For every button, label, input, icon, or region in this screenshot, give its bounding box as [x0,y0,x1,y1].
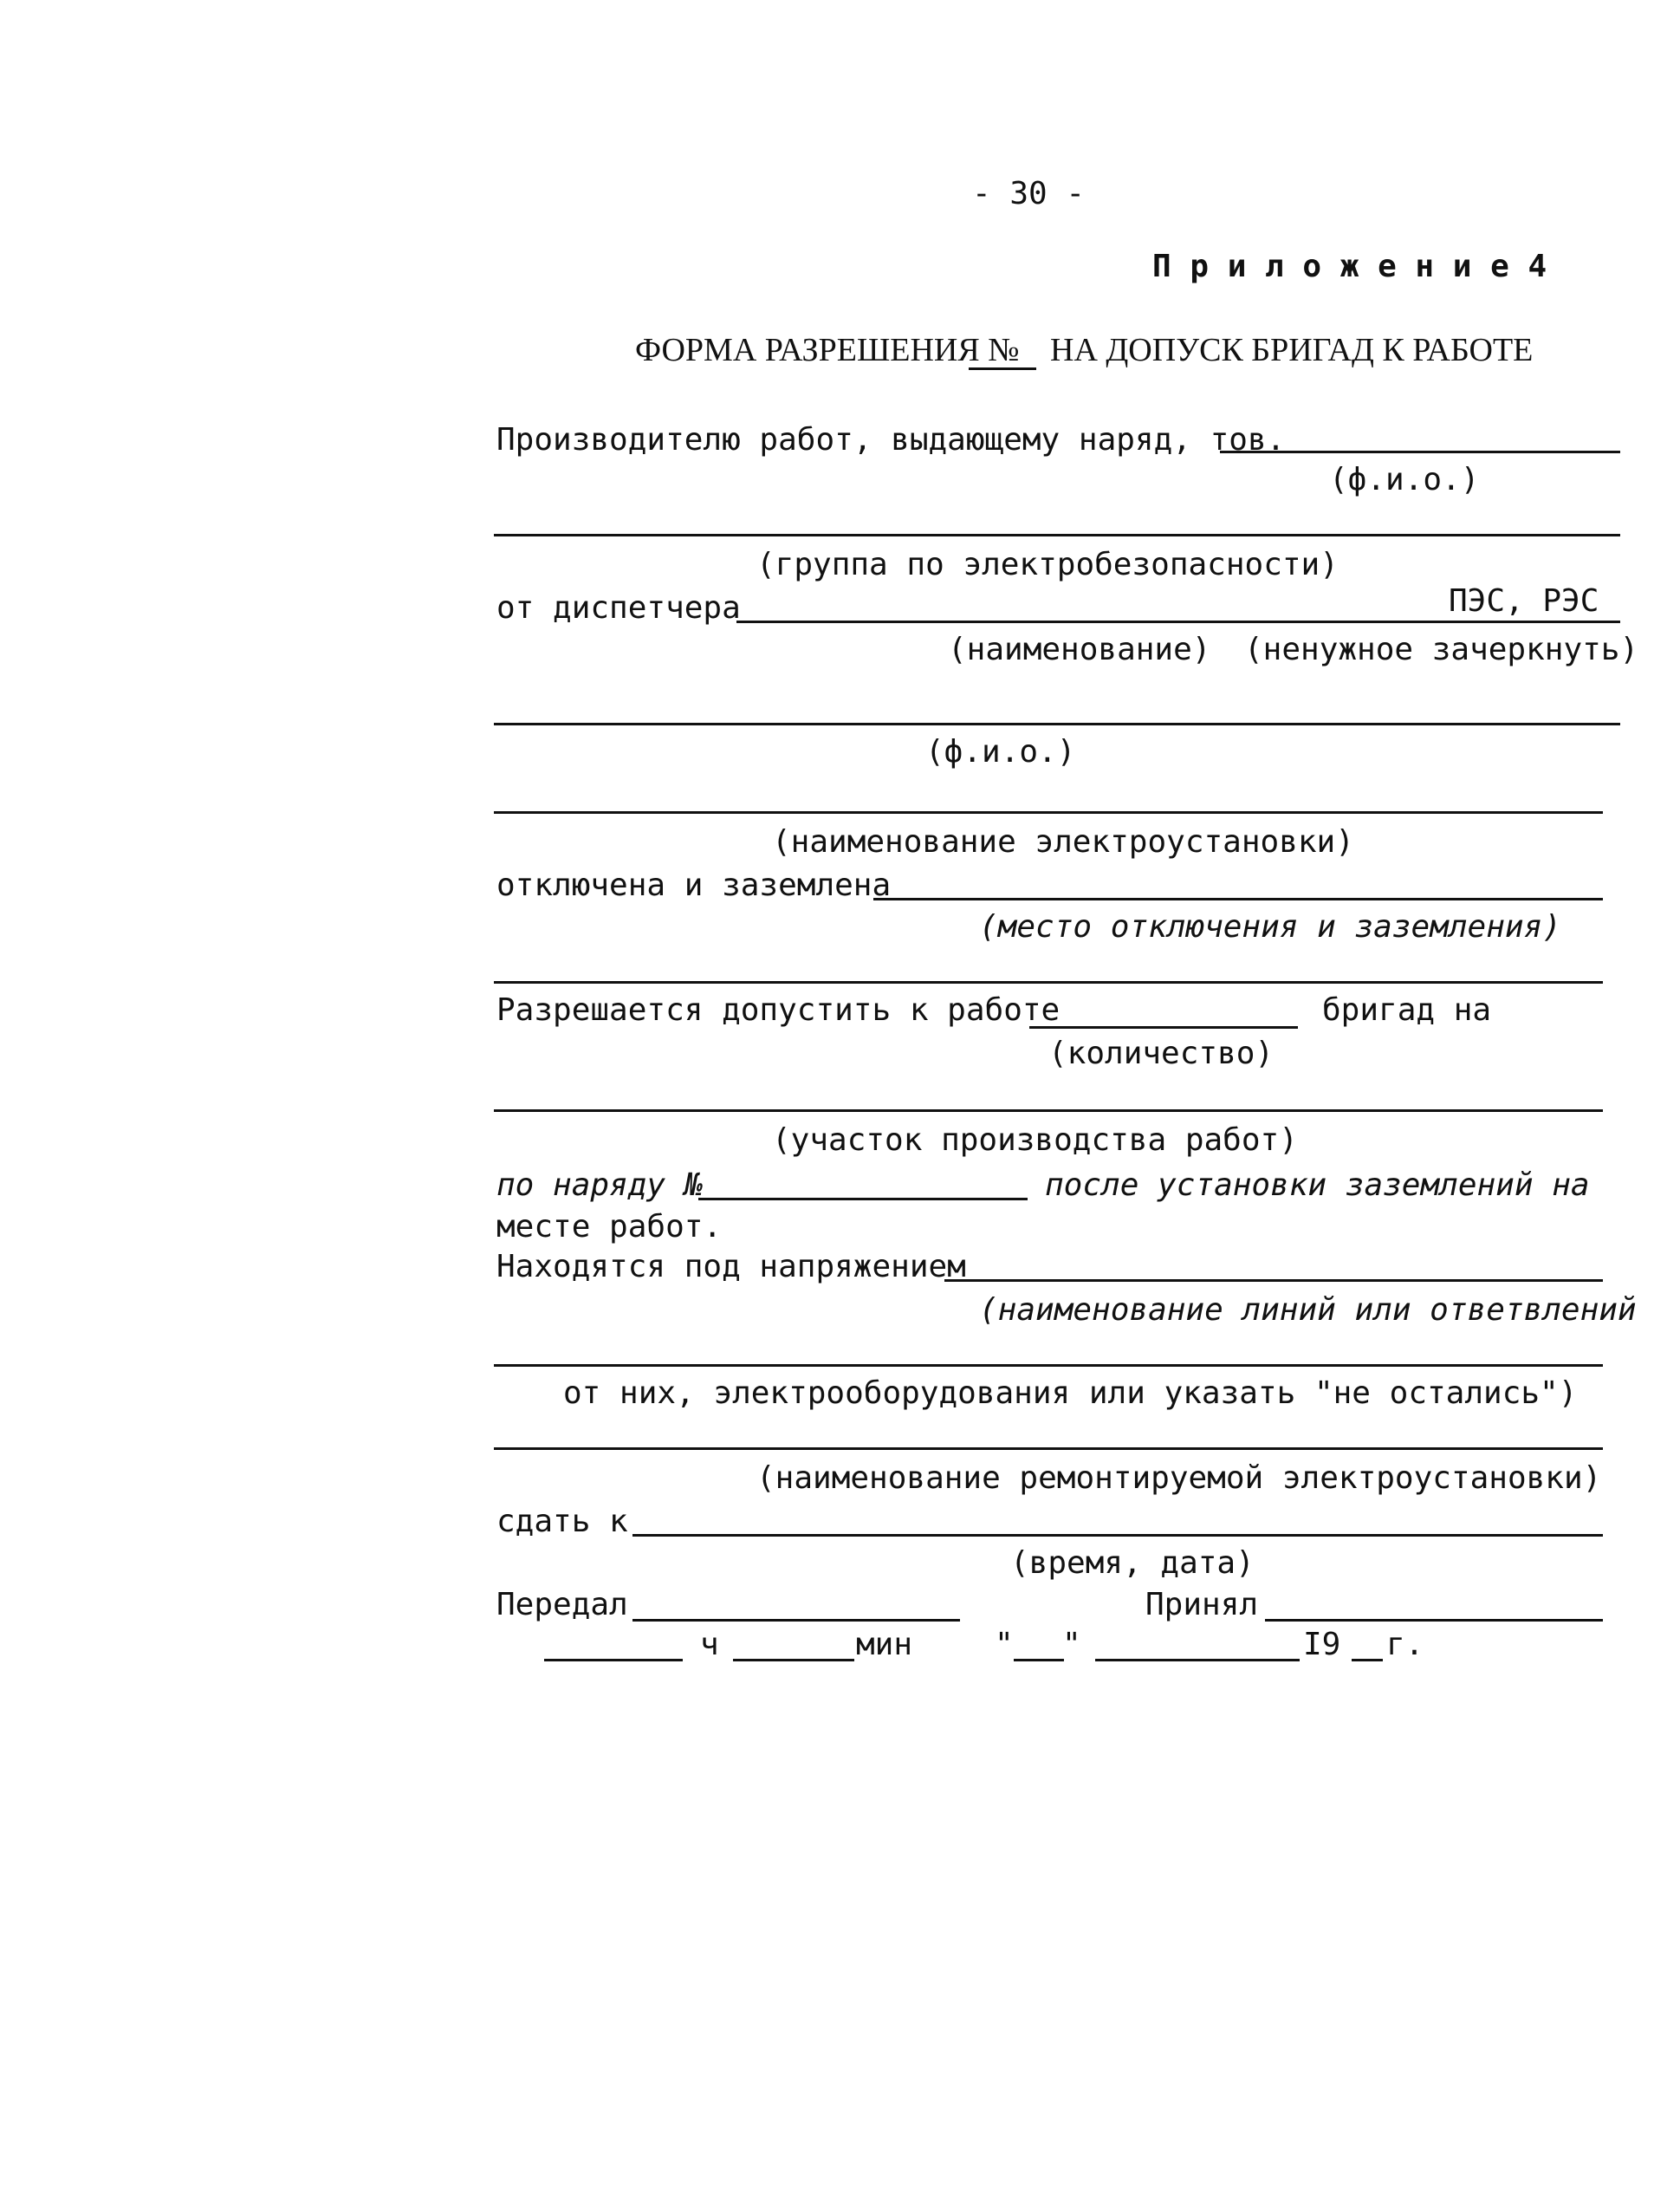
hand-over-field[interactable] [632,1534,1603,1537]
fio-caption-1: (ф.и.о.) [1329,462,1480,497]
transmitted-label: Передал [496,1587,628,1622]
form-title-right: НА ДОПУСК БРИГАД К РАБОТЕ [1050,332,1534,368]
dispatcher-name-field[interactable] [494,723,1620,725]
fio-caption-2: (ф.и.о.) [925,734,1076,770]
section-field[interactable] [494,1109,1603,1112]
quote-close: " [1062,1627,1081,1662]
workplace-label: месте работ. [496,1209,723,1245]
name-caption: (наименование) [948,632,1211,667]
pes-res-label: ПЭС, РЭС [1449,583,1599,619]
page-number: - 30 - [972,176,1086,211]
order-number-field[interactable] [698,1198,1028,1200]
section-caption: (участок производства работ) [772,1122,1298,1158]
minutes-field[interactable] [733,1659,854,1661]
quantity-field[interactable] [1029,1026,1298,1029]
lines-caption: (наименование линий или ответвлений [979,1292,1637,1328]
installation-caption: (наименование электроустановки) [772,824,1354,860]
hours-label: ч [700,1627,719,1662]
disconnected-label: отключена и заземлена [496,868,892,903]
under-voltage-label: Находятся под напряжением [496,1249,966,1284]
year-suffix: г. [1386,1627,1424,1662]
repaired-installation-field[interactable] [494,1447,1603,1450]
disconnect-place-field[interactable] [873,898,1603,900]
dispatcher-field[interactable] [736,621,1620,623]
brigades-on-label: бригад на [1322,992,1492,1028]
quote-open: " [995,1627,1014,1662]
after-grounding-label: после установки заземлений на [1045,1167,1590,1203]
installation-field[interactable] [494,811,1603,814]
received-label: Принял [1145,1587,1259,1622]
producer-name-field[interactable] [1220,451,1620,453]
place-field-continued[interactable] [494,981,1603,984]
minutes-label: мин [856,1627,913,1662]
form-title-left: ФОРМА РАЗРЕШЕНИЯ № [635,332,1020,368]
hand-over-label: сдать к [496,1504,628,1539]
form-number-field[interactable] [969,367,1036,370]
repaired-caption: (наименование ремонтируемой электроустановки) [756,1460,1602,1496]
time-date-caption: (время, дата) [1010,1545,1255,1581]
month-field[interactable] [1095,1659,1300,1661]
hours-field[interactable] [544,1659,683,1661]
voltage-lines-field-2[interactable] [494,1364,1603,1367]
from-dispatcher-label: от диспетчера [496,590,741,626]
appendix-label: П р и л о ж е н и е 4 [1152,249,1547,284]
producer-label: Производителю работ, выдающему наряд, тов. [496,422,1286,458]
strike-caption: (ненужное зачеркнуть) [1244,632,1639,667]
day-field[interactable] [1014,1659,1064,1661]
quantity-caption: (количество) [1048,1036,1275,1071]
year-field[interactable] [1352,1659,1383,1661]
order-no-label: по наряду № [496,1167,704,1203]
allowed-label: Разрешается допустить к работе [496,992,1061,1028]
year-prefix: I9 [1303,1627,1341,1662]
lines-caption-2: от них, электрооборудования или указать "не остались") [563,1375,1578,1411]
received-field[interactable] [1265,1619,1603,1622]
place-caption: (место отключения и заземления) [979,909,1561,945]
transmitted-field[interactable] [632,1619,960,1622]
voltage-lines-field[interactable] [944,1279,1603,1282]
group-field[interactable] [494,534,1620,536]
group-caption: (группа по электробезопасности) [756,547,1339,582]
